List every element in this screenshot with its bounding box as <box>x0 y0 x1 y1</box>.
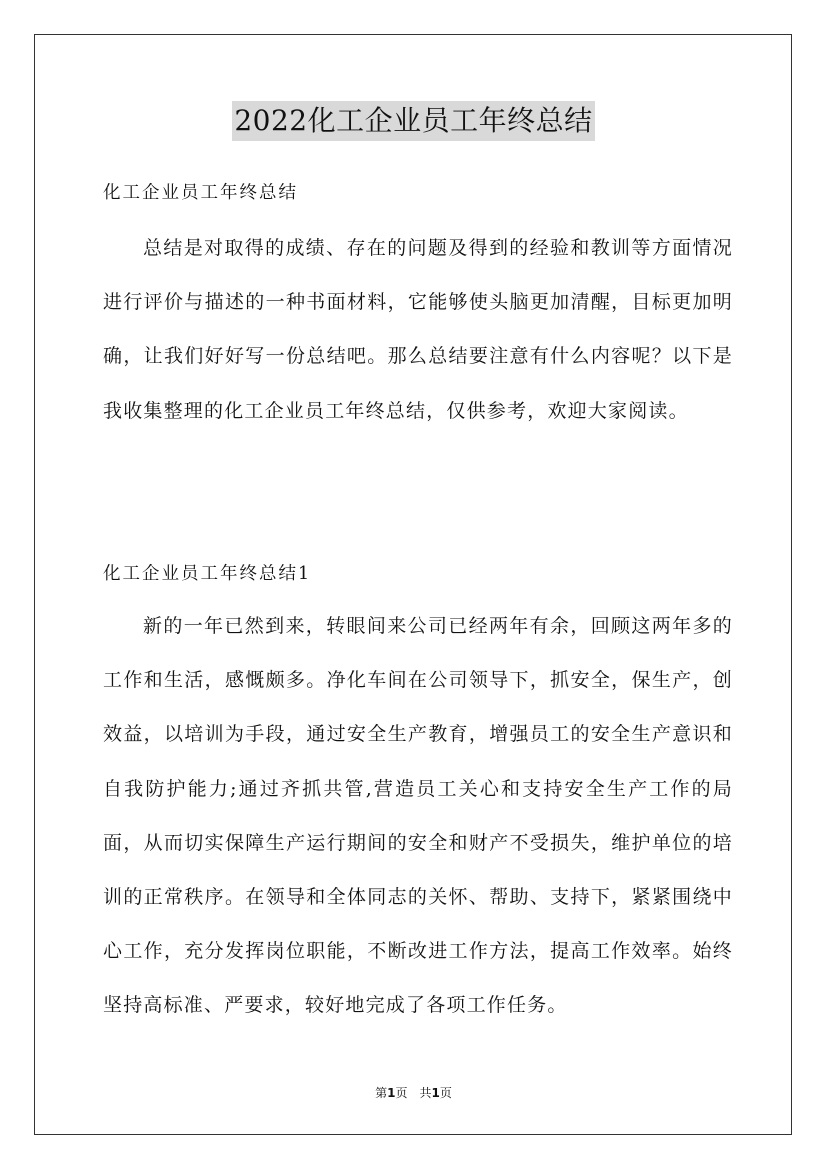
total-prefix: 共 <box>419 1086 432 1100</box>
section-heading-1: 化工企业员工年终总结1 <box>103 564 312 584</box>
section-body-1: 新的一年已然到来，转眼间来公司已经两年有余，回顾这两年多的工作和生活，感慨颇多。净化车间在公司领导下，抓安全，保生产，创效益，以培训为手段，通过安全生产教育，增强员工的安全生产意识和自我防护能力;通过齐抓共管,营造员工关心和支持安全生产工作的局面，从而切实保障生产运行期间的安全和财产不受损失，维护单位的培训的正常秩序。在领导和全体同志的关怀、帮助、支持下，紧紧围绕中心工作，充分发挥岗位职能，不断改进工作方法，提高工作效率。始终坚持高标准、严要求，较好地完成了各项工作任务。 <box>103 615 733 1017</box>
total-pages: 1 <box>431 1086 440 1100</box>
total-suffix: 页 <box>439 1086 452 1100</box>
page-current: 1 <box>387 1086 396 1100</box>
document-title: 2022化工企业员工年终总结 <box>232 101 594 141</box>
page-suffix: 页 <box>395 1086 408 1100</box>
document-subtitle: 化工企业员工年终总结 <box>103 183 298 203</box>
page-prefix: 第 <box>375 1086 388 1100</box>
intro-paragraph: 总结是对取得的成绩、存在的问题及得到的经验和教训等方面情况进行评价与描述的一种书面材料，它能够使头脑更加清醒，目标更加明确，让我们好好写一份总结吧。那么总结要注意有什么内容呢？以下是我收集整理的化工企业员工年终总结，仅供参考，欢迎大家阅读。 <box>103 237 733 422</box>
title-container <box>0 101 827 141</box>
page-footer <box>0 1084 827 1101</box>
